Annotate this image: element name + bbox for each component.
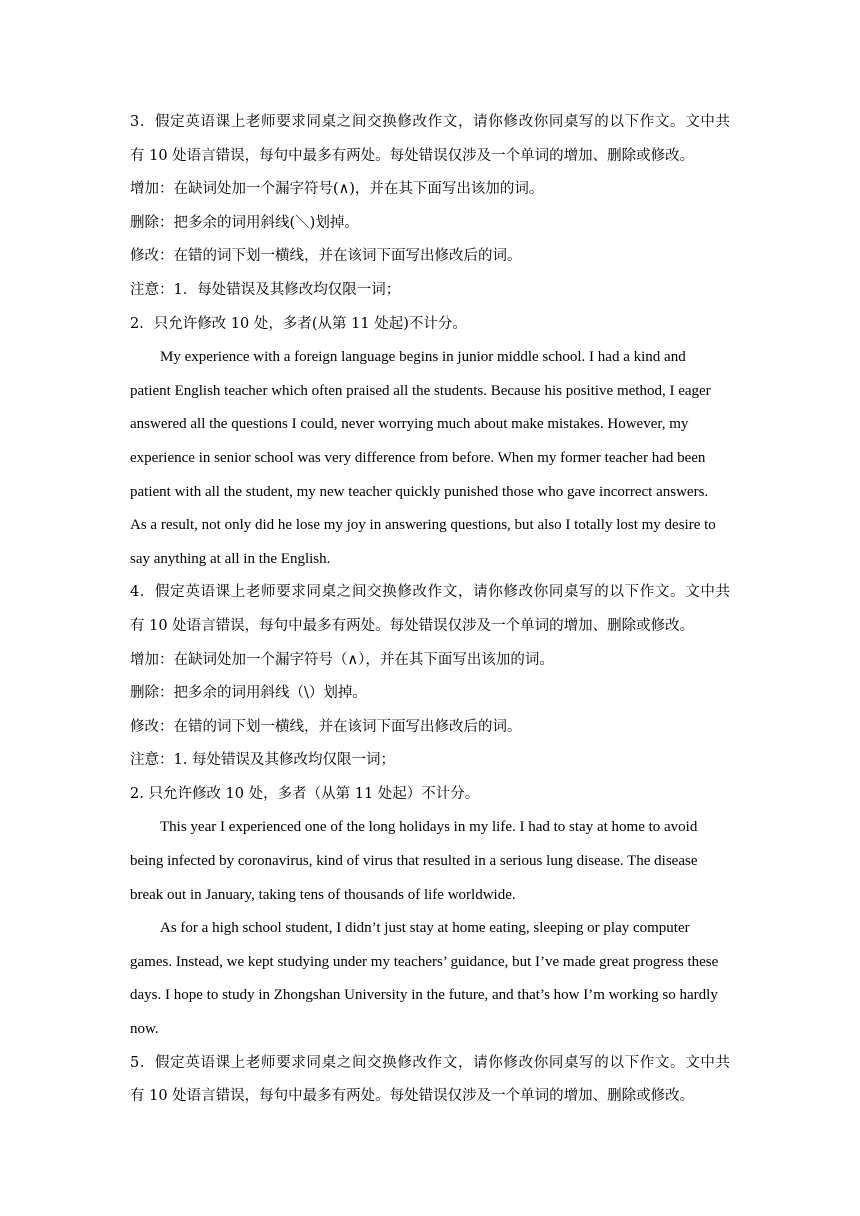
q3-instruction-line-1: 3．假定英语课上老师要求同桌之间交换修改作文，请你修改你同桌写的以下作文。文中共 bbox=[130, 114, 730, 130]
q5-instruction-line-2: 有 10 处语言错误，每句中最多有两处。每处错误仅涉及一个单词的增加、删除或修改。 bbox=[130, 1088, 695, 1105]
q3-note-1: 注意：1．每处错误及其修改均仅限一词； bbox=[130, 281, 401, 298]
document-page bbox=[130, 106, 730, 1114]
q3-note-2: 2．只允许修改 10 处，多者(从第 11 处起)不计分。 bbox=[130, 315, 467, 332]
q3-passage-line: patient English teacher which often praised all the students. Because his positive method, I eager bbox=[130, 382, 711, 399]
q4-passage-line: days. I hope to study in Zhongshan University in the future, and that’s how I’m working so hardly bbox=[130, 987, 718, 1004]
q4-passage-line: now. bbox=[130, 1021, 159, 1038]
q3-passage-line: answered all the questions I could, never worrying much about make mistakes. However, my bbox=[130, 416, 689, 433]
q3-rule-add: 增加：在缺词处加一个漏字符号(∧)，并在其下面写出该加的词。 bbox=[130, 181, 544, 198]
q3-passage-line: patient with all the student, my new teacher quickly punished those who gave incorrect answers. bbox=[130, 483, 709, 500]
q3-passage-line: say anything at all in the English. bbox=[130, 550, 331, 567]
q3-passage-line: As a result, not only did he lose my joy in answering questions, but also I totally lost my desire to bbox=[130, 517, 716, 534]
q3-passage-line: experience in senior school was very difference from before. When my former teacher had been bbox=[130, 449, 706, 466]
q4-instruction-line-2: 有 10 处语言错误，每句中最多有两处。每处错误仅涉及一个单词的增加、删除或修改。 bbox=[130, 617, 695, 634]
q4-passage-line: As for a high school student, I didn’t just stay at home eating, sleeping or play computer bbox=[160, 920, 690, 937]
q4-note-2: 2. 只允许修改 10 处，多者（从第 11 处起）不计分。 bbox=[130, 785, 480, 802]
q4-passage-line: This year I experienced one of the long holidays in my life. I had to stay at home to avoid bbox=[160, 819, 698, 836]
q3-rule-delete: 删除：把多余的词用斜线(＼)划掉。 bbox=[130, 214, 359, 231]
q5-instruction-line-1: 5．假定英语课上老师要求同桌之间交换修改作文，请你修改你同桌写的以下作文。文中共 bbox=[130, 1054, 730, 1071]
q4-passage-line: being infected by coronavirus, kind of virus that resulted in a serious lung disease. The disease bbox=[130, 853, 698, 870]
q4-rule-modify: 修改：在错的词下划一横线，并在该词下面写出修改后的词。 bbox=[130, 718, 522, 735]
q4-instruction-line-1: 4．假定英语课上老师要求同桌之间交换修改作文，请你修改你同桌写的以下作文。文中共 bbox=[130, 584, 730, 601]
q4-rule-delete: 删除：把多余的词用斜线（\）划掉。 bbox=[130, 685, 367, 702]
q3-rule-modify: 修改：在错的词下划一横线，并在该词下面写出修改后的词。 bbox=[130, 248, 522, 265]
q4-note-1: 注意：1. 每处错误及其修改均仅限一词； bbox=[130, 752, 395, 769]
q4-passage-line: break out in January, taking tens of thousands of life worldwide. bbox=[130, 886, 516, 903]
q3-instruction-line-2: 有 10 处语言错误，每句中最多有两处。每处错误仅涉及一个单词的增加、删除或修改。 bbox=[130, 147, 695, 164]
q3-passage-line: My experience with a foreign language begins in junior middle school. I had a kind and bbox=[160, 349, 686, 366]
q4-passage-line: games. Instead, we kept studying under my teachers’ guidance, but I’ve made great progress these bbox=[130, 953, 719, 970]
q4-rule-add: 增加：在缺词处加一个漏字符号（∧），并在其下面写出该加的词。 bbox=[130, 651, 554, 668]
